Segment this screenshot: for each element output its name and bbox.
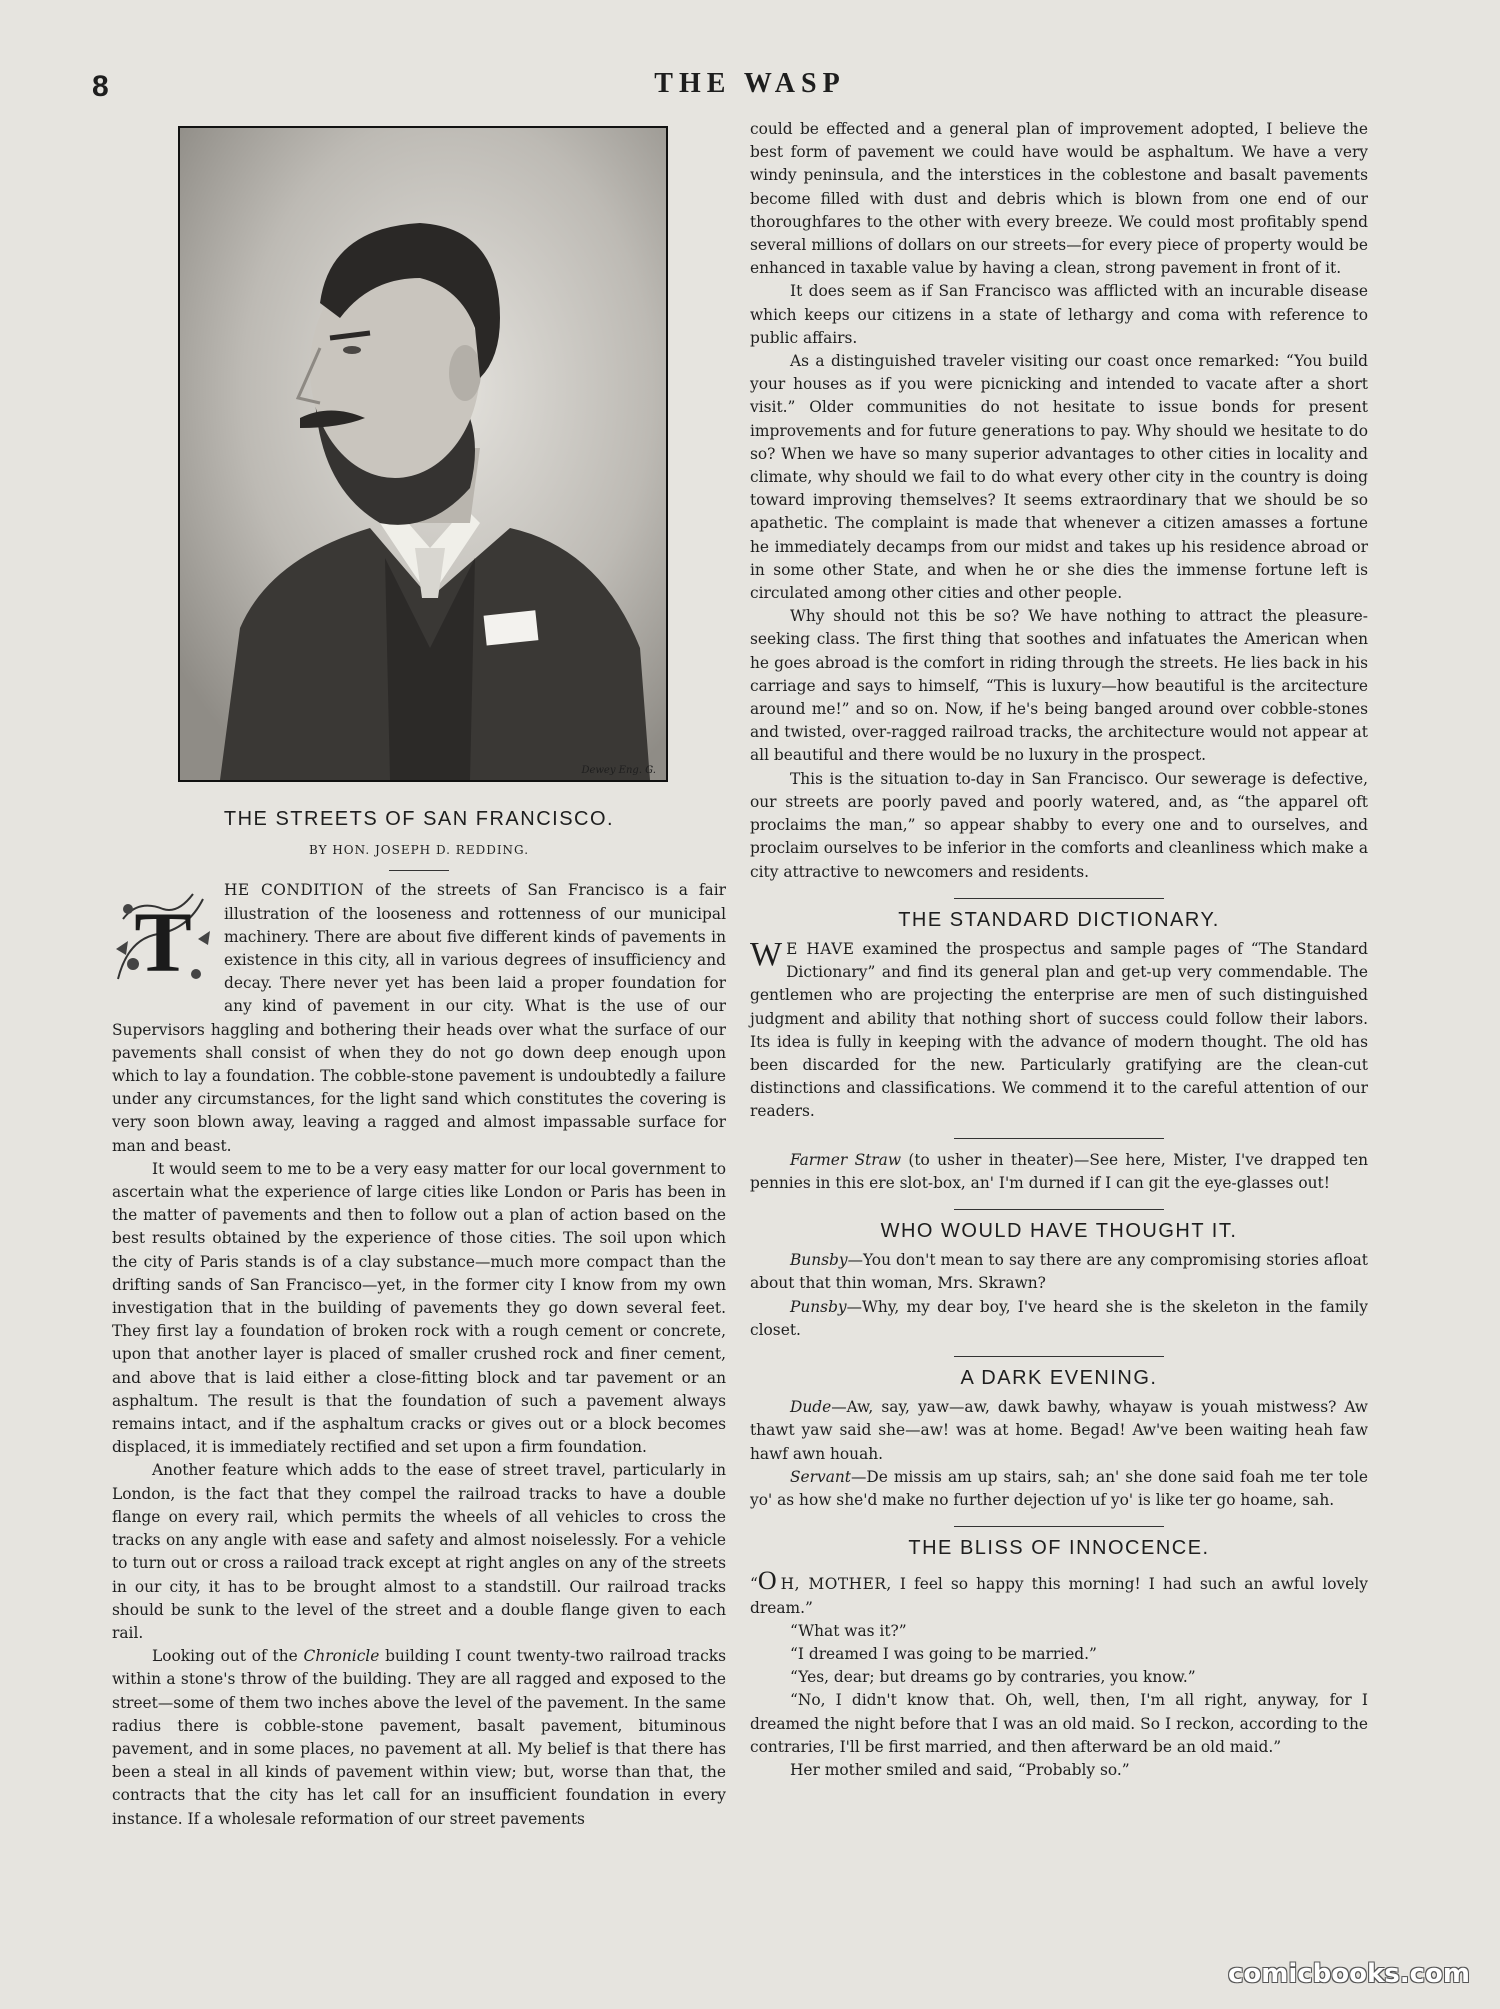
open-quote: “: [750, 1575, 758, 1594]
paragraph: Another feature which adds to the ease of street travel, particularly in London, is the fact that they compel the railroad tracks to have a double flange on every rail, which permits the wheels of all vehicles to cross the tracks on any angle with ease and safety and almost noiselessly. For a vehicle to turn out or cross a raiload track except at right angles on any of the streets in our city, it has to be brought almost to a standstill. Our railroad tracks should be sunk to the level of the street and a double flange given to each rail.: [112, 1461, 726, 1642]
paragraph-text: building I count twenty-two railroad tracks within a stone's throw of the building. They are all ragged and exposed to the street—some of them two inches above the level of the pavement. In the same radius there is cobble-stone pavement, basalt pavement, bituminous pavement, and in some places, no pavement at all. My belief is that there has been a steal in all kinds of pavement within view; but, worse than that, the contracts that the city has let call for an insufficient foundation in every instance. If a wholesale reformation of our street pavements: [112, 1647, 726, 1828]
dialogue-line: “What was it?”: [790, 1621, 907, 1640]
dialogue-line: [750, 1566, 1368, 1619]
masthead: THE WASP: [654, 68, 846, 99]
byline-rule: [389, 870, 449, 871]
dialogue-line: Her mother smiled and said, “Probably so.”: [790, 1761, 1130, 1779]
paragraph-text: (to usher in theater)—See here, Mister, I've drapped ten pennies in this ere slot-box, an' I'm durned if I can git the eye-glasses out!: [750, 1150, 1368, 1192]
joke-paragraph: [750, 1149, 1368, 1195]
portrait-engraving: [178, 126, 668, 782]
paragraph-text: I feel so happy this morning! I had such an awful lovely dream.”: [750, 1575, 1368, 1617]
speaker-name: Farmer Straw: [790, 1150, 902, 1169]
speaker-name: Punsby: [790, 1297, 847, 1316]
dropcap-letter: W: [750, 935, 783, 973]
paragraph-text: of the streets of San Francisco is a fair illustration of the looseness and rottenness of our municipal machinery. There are about five different kinds of pavements in existence in this city, all in various degrees of insufficiency and decay. There never yet has been laid a proper foundation for any kind of pavement in our city. What is the use of our Supervisors haggling and bothering their heads over what the surface of our pavements shall consist of when they do not go down deep enough upon which to lay a foundation. The cobble-stone pavement is undoubtedly a failure under any circumstances, for the light sand which constitutes the covering is very soon blown away, leaving a ragged and almost impassable surface for man and beast.: [112, 881, 726, 1155]
right-column: [750, 118, 1368, 1782]
speaker-name: Servant: [790, 1467, 851, 1486]
paragraph: [112, 1645, 726, 1831]
section-rule: [954, 1209, 1164, 1210]
site-watermark: comicbooks.com: [1227, 1959, 1470, 1989]
svg-text:T: T: [134, 894, 192, 991]
paragraph: could be effected and a general plan of improvement adopted, I believe the best form of pavement we could have would be asphaltum. We have a very windy peninsula, and the interstices in the coblestone and basalt pavements become filled with dust and debris which is blown from one end of our thoroughfares to the other with every breeze. We could most profitably spend several millions of dollars on our streets—for every piece of property would be enhanced in taxable value by having a clean, strong pavement in front of it.: [750, 120, 1368, 278]
dialogue-line: [750, 1249, 1368, 1295]
dropcap-letter: O: [757, 1566, 777, 1596]
paragraph: It would seem to me to be a very easy matter for our local government to ascertain what the experience of large cities like London or Paris has been in the matter of pavements and then to follow out a plan of action based on the best results obtained by the experience of those cities. The soil upon which the city of Paris stands is of a clay substance—much more compact than the drifting sands of San Francisco—yet, in the former city I know from my own investigation that in the building of pavements they go down several feet. They first lay a foundation of broken rock with a rough cement or concrete, upon that another layer is placed of smaller crushed rock and finer cement, and above that is laid either a close-fitting block and tar pavement or an asphaltum. The result is that the foundation of such a pavement always remains intact, and if the asphaltum cracks or gives out or a block becomes displaced, it is immediately rectified and set upon a firm foundation.: [112, 1159, 726, 1457]
paragraph-text: —You don't mean to say there are any compromising stories afloat about that thin woman, Mrs. Skrawn?: [750, 1251, 1368, 1293]
engraver-credit: Dewey Eng. G.: [581, 765, 656, 776]
speaker-name: Bunsby: [790, 1251, 848, 1270]
paragraph: As a distinguished traveler visiting our coast once remarked: “You build your houses as if you were picnicking and intended to vacate after a short visit.” Older communities do not hesitate to issue bonds for present improvements and for future generations to pay. Why should we hesitate to do so? When we have so many superior advantages to other cities in locality and climate, why should we fail to do what every other city in the country is doing toward improving themselves? It seems extraordinary that we should be so apathetic. The complaint is made that whenever a citizen amasses a fortune he immediately decamps from our midst and takes up his residence abroad or in some other State, and when he or she dies the immense fortune left is circulated among other cities and other people.: [750, 352, 1368, 603]
paragraph: This is the situation to-day in San Francisco. Our sewerage is defective, our streets are poorly paved and poorly watered, and, as “the apparel oft proclaims the man,” so appear shabby to every one and to ourselves, and proclaim ourselves to be inferior in the comforts and cleanliness which make a city attractive to newcomers and residents.: [750, 769, 1368, 881]
paragraph-text: —Why, my dear boy, I've heard she is the skeleton in the family closet.: [750, 1297, 1368, 1339]
article-title-dark-evening: A DARK EVENING.: [960, 1366, 1158, 1389]
dialogue-line: [750, 1296, 1368, 1342]
article-title-dictionary: THE STANDARD DICTIONARY.: [898, 908, 1220, 931]
paragraph-text: Looking out of the: [152, 1647, 304, 1666]
article-title-streets: THE STREETS OF SAN FRANCISCO.: [223, 808, 615, 830]
section-rule: [954, 1356, 1164, 1357]
newspaper-name: Chronicle: [303, 1647, 380, 1666]
paragraph-caps: HE CONDITION: [224, 881, 365, 900]
section-rule: [954, 1526, 1164, 1527]
speaker-name: Dude: [790, 1398, 832, 1417]
dialogue-line: [750, 1466, 1368, 1512]
article-byline: BY HON. JOSEPH D. REDDING.: [308, 843, 530, 858]
dialogue-line: “Yes, dear; but dreams go by contraries, you know.”: [790, 1668, 1196, 1687]
page-number: 8: [92, 70, 109, 103]
paragraph: It does seem as if San Francisco was afflicted with an incurable disease which keeps our citizens in a state of lethargy and coma with reference to public affairs.: [750, 282, 1368, 347]
dialogue-line: “I dreamed I was going to be married.”: [790, 1644, 1097, 1663]
paragraph-caps: E HAVE: [786, 939, 855, 958]
paragraph-text: —Aw, say, yaw—aw, dawk bawhy, whayaw is youah mistwess? Aw thawt yaw said she—aw! was at home. Begad! Aw've been waiting heah faw hawf awn houah.: [750, 1398, 1368, 1463]
paragraph-text: examined the prospectus and sample pages of “The Standard Dictionary” and find its general plan and get-up very commendable. The gentlemen who are projecting the enterprise are men of such distinguished judgment and ability that nothing short of success could follow their labors. Its idea is fully in keeping with the advance of modern thought. The old has been discarded for the new. Particularly gratifying are the clean-cut distinctions and classifications. We commend it to the careful attention of our readers.: [750, 939, 1368, 1121]
left-column: [112, 798, 726, 1831]
section-rule: [954, 1138, 1164, 1139]
paragraph: [750, 935, 1368, 1124]
ornamental-dropcap-icon: [108, 879, 218, 997]
dialogue-line: “No, I didn't know that. Oh, well, then, I'm all right, anyway, for I dreamed the night before that I was an old maid. So I reckon, according to the contraries, I'll be first married, and then afterward be an old maid.”: [750, 1691, 1368, 1756]
article-title-who-would: WHO WOULD HAVE THOUGHT IT.: [880, 1219, 1238, 1242]
portrait-illustration: [180, 128, 666, 780]
article-intro: [112, 879, 726, 1157]
paragraph-caps: H, MOTHER,: [780, 1575, 892, 1594]
dialogue-line: [750, 1396, 1368, 1466]
paragraph-text: —De missis am up stairs, sah; an' she done said foah me ter tole yo' as how she'd make no further dejection uf yo' is like ter go hoame, sah.: [750, 1467, 1368, 1509]
section-rule: [954, 898, 1164, 899]
paragraph: Why should not this be so? We have nothing to attract the pleasure-seeking class. The first thing that soothes and infatuates the American when he goes abroad is the comfort in riding through the streets. He lies back in his carriage and says to himself, “This is luxury—how beautiful is the arcitecture around me!” and so on. Now, if he's being banged around over cobble-stones and twisted, over-ragged railroad tracks, the architecture would not appear at all beautiful and there would be no luxury in the prospect.: [750, 607, 1368, 765]
article-title-bliss: THE BLISS OF INNOCENCE.: [908, 1537, 1210, 1560]
